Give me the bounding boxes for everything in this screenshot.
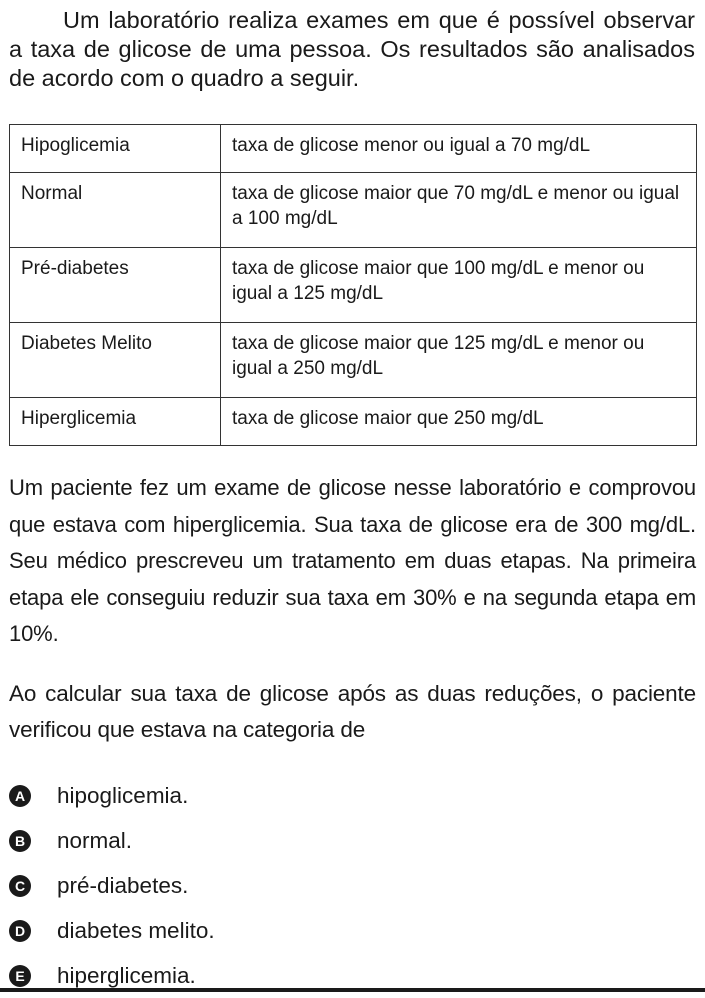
option-text: diabetes melito. (57, 917, 215, 943)
option-c[interactable] (9, 863, 215, 908)
description-cell: taxa de glicose maior que 125 mg/dL e menor ou igual a 250 mg/dL (221, 323, 697, 398)
option-d[interactable] (9, 908, 215, 953)
glucose-table (9, 124, 697, 446)
category-cell: Normal (10, 173, 221, 248)
table-row (10, 248, 697, 323)
bottom-divider (0, 988, 705, 992)
description-cell: taxa de glicose maior que 250 mg/dL (221, 398, 697, 446)
description-cell: taxa de glicose maior que 70 mg/dL e menor ou igual a 100 mg/dL (221, 173, 697, 248)
option-text: hiperglicemia. (57, 962, 196, 988)
option-a[interactable] (9, 773, 215, 818)
category-cell: Hiperglicemia (10, 398, 221, 446)
option-text: hipoglicemia. (57, 782, 189, 808)
option-text: pré-diabetes. (57, 872, 189, 898)
intro-paragraph (9, 6, 695, 93)
category-cell: Diabetes Melito (10, 323, 221, 398)
option-text: normal. (57, 827, 133, 853)
option-letter-badge: E (9, 965, 31, 987)
problem-paragraph: Um paciente fez um exame de glicose nesse laboratório e comprovou que estava com hiperglicemia. Sua taxa de glicose era de 300 mg/dL. Seu médico prescreveu um tratamento em duas etapas. Na primeira etapa ele conseguiu reduzir sua taxa em 30% e na segunda etapa em 10%. (9, 475, 696, 646)
table-row (10, 173, 697, 248)
option-b[interactable] (9, 818, 215, 863)
category-cell: Hipoglicemia (10, 125, 221, 173)
table-row (10, 323, 697, 398)
option-letter-badge: D (9, 920, 31, 942)
description-cell: taxa de glicose menor ou igual a 70 mg/dL (221, 125, 697, 173)
table-row (10, 398, 697, 446)
intro-text: Um laboratório realiza exames em que é possível observar a taxa de glicose de uma pessoa. Os resultados são analisados de acordo com o quadro a seguir. (9, 7, 695, 91)
option-letter-badge: C (9, 875, 31, 897)
option-letter-badge: B (9, 830, 31, 852)
description-cell: taxa de glicose maior que 100 mg/dL e menor ou igual a 125 mg/dL (221, 248, 697, 323)
table-row (10, 125, 697, 173)
question-paragraph: Ao calcular sua taxa de glicose após as duas reduções, o paciente verificou que estava na categoria de (9, 681, 696, 742)
option-letter-badge: A (9, 785, 31, 807)
category-cell: Pré-diabetes (10, 248, 221, 323)
answer-options (9, 773, 215, 998)
